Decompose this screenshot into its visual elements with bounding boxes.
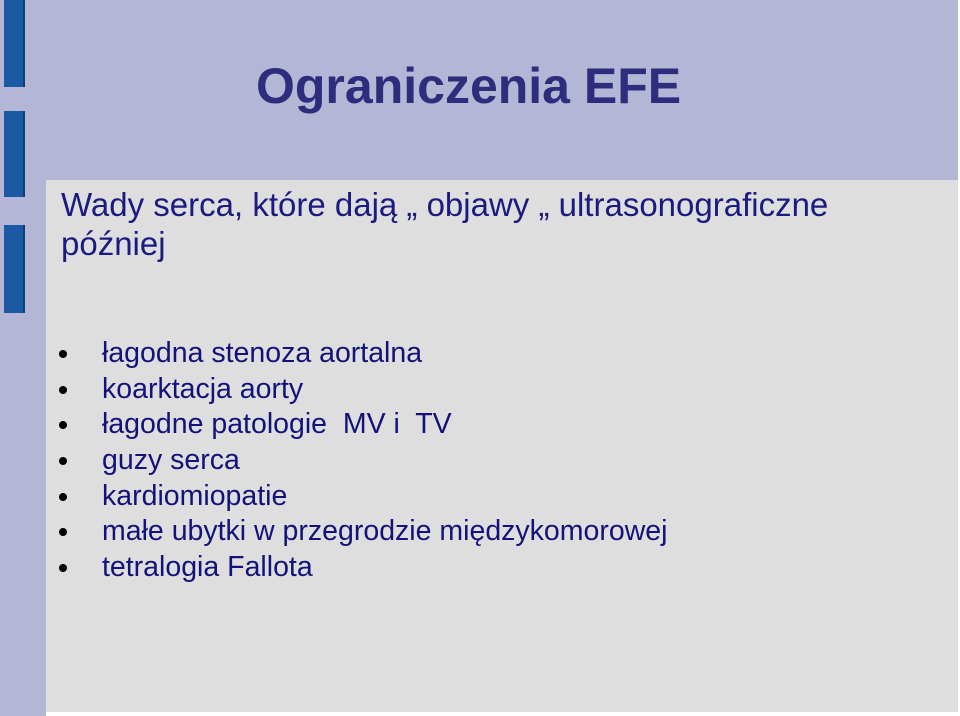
- bullet-dot-icon: [59, 421, 67, 429]
- list-item-text: łagodne patologie MV i TV: [102, 408, 452, 441]
- list-item-text: kardiomiopatie: [102, 479, 288, 512]
- list-item: [56, 514, 667, 550]
- bullet-dot-icon: [59, 457, 67, 465]
- list-item-text: koarktacja aorty: [102, 372, 304, 405]
- list-item-text: guzy serca: [102, 444, 240, 477]
- intro-text: Wady serca, które dają „ objawy „ ultrasonograficzne później: [61, 186, 829, 262]
- list-item: [56, 550, 667, 586]
- list-item: [56, 407, 667, 443]
- bullet-dot-icon: [59, 564, 67, 572]
- bullet-dot-icon: [59, 528, 67, 536]
- bullet-dot-icon: [59, 386, 67, 394]
- list-item: [56, 479, 667, 515]
- list-item-text: małe ubytki w przegrodzie międzykomorowej: [102, 515, 668, 548]
- list-item: [56, 336, 667, 372]
- bullet-dot-icon: [59, 493, 67, 501]
- bullet-list: [56, 336, 667, 586]
- side-accent-mark: [4, 111, 25, 197]
- side-accent-mark: [4, 225, 25, 313]
- bullet-dot-icon: [59, 350, 67, 358]
- list-item: [56, 372, 667, 408]
- list-item: [56, 443, 667, 479]
- side-accent-mark: [4, 0, 25, 87]
- slide-title: Ograniczenia EFE: [256, 58, 682, 114]
- list-item-text: tetralogia Fallota: [102, 551, 313, 584]
- list-item-text: łagodna stenoza aortalna: [102, 337, 423, 369]
